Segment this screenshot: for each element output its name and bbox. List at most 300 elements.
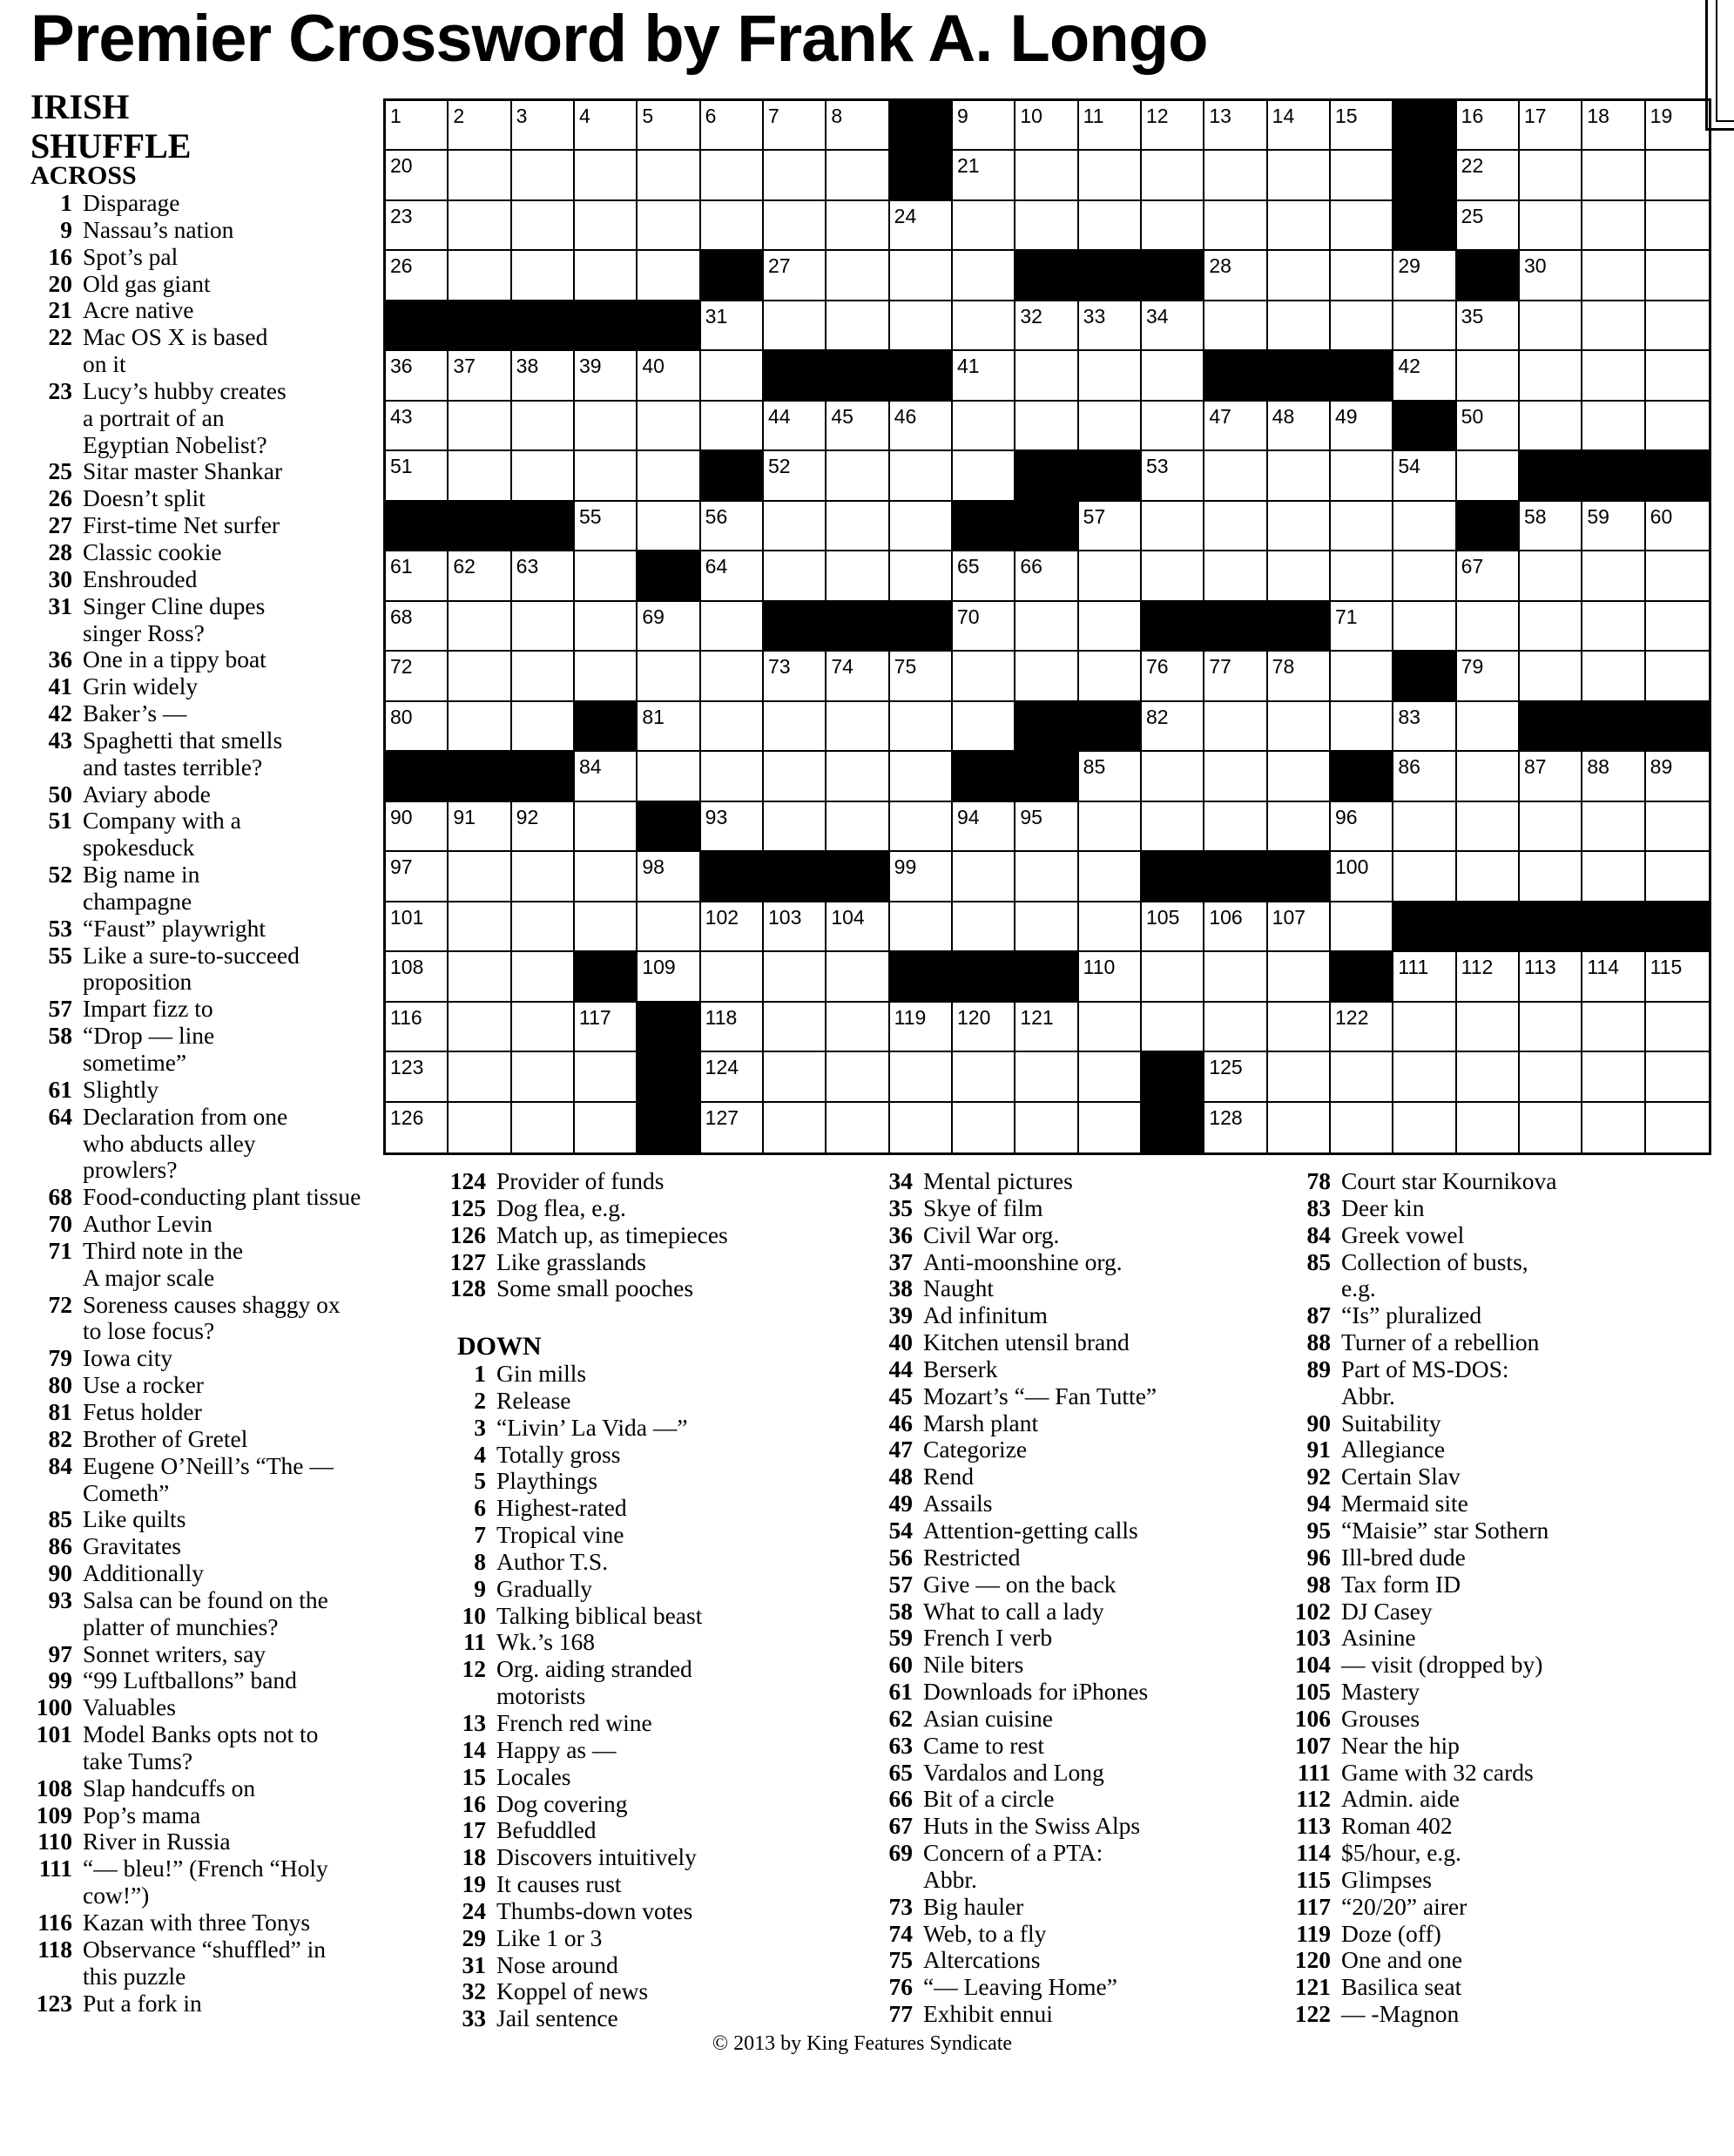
grid-cell[interactable] <box>449 101 511 151</box>
grid-cell[interactable] <box>1457 1003 1520 1052</box>
grid-cell[interactable] <box>1457 602 1520 652</box>
grid-cell[interactable] <box>638 902 700 952</box>
grid-cell[interactable] <box>953 101 1015 151</box>
grid-cell[interactable] <box>1142 351 1204 401</box>
grid-cell[interactable] <box>1393 351 1456 401</box>
grid-cell[interactable] <box>1520 351 1582 401</box>
grid-cell[interactable] <box>512 602 575 652</box>
grid-cell[interactable] <box>764 902 827 952</box>
grid-cell[interactable] <box>1015 602 1078 652</box>
grid-cell[interactable] <box>1646 251 1709 301</box>
grid-cell[interactable] <box>701 1052 764 1102</box>
grid-cell[interactable] <box>953 702 1015 752</box>
grid-cell[interactable] <box>1142 451 1204 501</box>
grid-cell[interactable] <box>1520 802 1582 852</box>
grid-cell[interactable] <box>827 551 889 601</box>
grid-cell[interactable] <box>1204 502 1267 551</box>
grid-cell[interactable] <box>449 702 511 752</box>
grid-cell[interactable] <box>953 802 1015 852</box>
grid-cell[interactable] <box>449 852 511 902</box>
grid-cell[interactable] <box>638 251 700 301</box>
grid-cell[interactable] <box>575 1103 638 1152</box>
grid-cell[interactable] <box>1520 752 1582 801</box>
grid-cell[interactable] <box>1457 301 1520 351</box>
grid-cell[interactable] <box>1204 402 1267 451</box>
grid-cell[interactable] <box>764 151 827 200</box>
grid-cell[interactable] <box>1079 802 1142 852</box>
grid-cell[interactable] <box>575 551 638 601</box>
grid-cell[interactable] <box>1015 852 1078 902</box>
grid-cell[interactable] <box>953 351 1015 401</box>
grid-cell[interactable] <box>512 151 575 200</box>
grid-cell[interactable] <box>1142 702 1204 752</box>
grid-cell[interactable] <box>1079 752 1142 801</box>
grid-cell[interactable] <box>1582 151 1645 200</box>
grid-cell[interactable] <box>1142 652 1204 701</box>
grid-cell[interactable] <box>701 551 764 601</box>
grid-cell[interactable] <box>449 902 511 952</box>
grid-cell[interactable] <box>1457 652 1520 701</box>
grid-cell[interactable] <box>1268 752 1331 801</box>
grid-cell[interactable] <box>701 902 764 952</box>
grid-cell[interactable] <box>827 402 889 451</box>
grid-cell[interactable] <box>512 251 575 301</box>
grid-cell[interactable] <box>890 402 953 451</box>
grid-cell[interactable] <box>1331 702 1393 752</box>
grid-cell[interactable] <box>449 652 511 701</box>
grid-cell[interactable] <box>764 201 827 251</box>
grid-cell[interactable] <box>890 301 953 351</box>
grid-cell[interactable] <box>449 201 511 251</box>
grid-cell[interactable] <box>953 1003 1015 1052</box>
grid-cell[interactable] <box>890 451 953 501</box>
grid-cell[interactable] <box>1457 852 1520 902</box>
grid-cell[interactable] <box>1331 502 1393 551</box>
grid-cell[interactable] <box>764 952 827 1002</box>
grid-cell[interactable] <box>827 702 889 752</box>
grid-cell[interactable] <box>1646 301 1709 351</box>
grid-cell[interactable] <box>827 301 889 351</box>
grid-cell[interactable] <box>1393 551 1456 601</box>
grid-cell[interactable] <box>1646 351 1709 401</box>
grid-cell[interactable] <box>449 551 511 601</box>
grid-cell[interactable] <box>638 952 700 1002</box>
grid-cell[interactable] <box>1457 752 1520 801</box>
grid-cell[interactable] <box>701 101 764 151</box>
grid-cell[interactable] <box>1520 301 1582 351</box>
grid-cell[interactable] <box>827 451 889 501</box>
grid-cell[interactable] <box>701 602 764 652</box>
grid-cell[interactable] <box>1457 402 1520 451</box>
grid-cell[interactable] <box>1457 702 1520 752</box>
grid-cell[interactable] <box>1646 1052 1709 1102</box>
grid-cell[interactable] <box>1520 1003 1582 1052</box>
grid-cell[interactable] <box>449 1103 511 1152</box>
grid-cell[interactable] <box>764 1103 827 1152</box>
grid-cell[interactable] <box>1520 551 1582 601</box>
grid-cell[interactable] <box>386 101 449 151</box>
grid-cell[interactable] <box>1204 1103 1267 1152</box>
grid-cell[interactable] <box>764 251 827 301</box>
grid-cell[interactable] <box>1457 351 1520 401</box>
grid-cell[interactable] <box>575 101 638 151</box>
grid-cell[interactable] <box>1015 402 1078 451</box>
grid-cell[interactable] <box>1204 1052 1267 1102</box>
grid-cell[interactable] <box>1582 752 1645 801</box>
grid-cell[interactable] <box>701 1003 764 1052</box>
grid-cell[interactable] <box>1015 351 1078 401</box>
grid-cell[interactable] <box>1457 551 1520 601</box>
grid-cell[interactable] <box>1268 301 1331 351</box>
grid-cell[interactable] <box>1331 852 1393 902</box>
grid-cell[interactable] <box>449 1003 511 1052</box>
grid-cell[interactable] <box>890 852 953 902</box>
grid-cell[interactable] <box>1393 451 1456 501</box>
grid-cell[interactable] <box>512 402 575 451</box>
grid-cell[interactable] <box>1079 602 1142 652</box>
grid-cell[interactable] <box>575 602 638 652</box>
grid-cell[interactable] <box>575 451 638 501</box>
grid-cell[interactable] <box>1646 802 1709 852</box>
grid-cell[interactable] <box>638 752 700 801</box>
grid-cell[interactable] <box>764 652 827 701</box>
grid-cell[interactable] <box>575 351 638 401</box>
grid-cell[interactable] <box>1142 802 1204 852</box>
grid-cell[interactable] <box>1204 952 1267 1002</box>
grid-cell[interactable] <box>827 1003 889 1052</box>
grid-cell[interactable] <box>827 502 889 551</box>
grid-cell[interactable] <box>512 802 575 852</box>
grid-cell[interactable] <box>1079 852 1142 902</box>
grid-cell[interactable] <box>764 451 827 501</box>
grid-cell[interactable] <box>1015 802 1078 852</box>
grid-cell[interactable] <box>512 852 575 902</box>
grid-cell[interactable] <box>701 702 764 752</box>
grid-cell[interactable] <box>575 151 638 200</box>
grid-cell[interactable] <box>1204 752 1267 801</box>
grid-cell[interactable] <box>1015 101 1078 151</box>
grid-cell[interactable] <box>1646 852 1709 902</box>
grid-cell[interactable] <box>764 1003 827 1052</box>
grid-cell[interactable] <box>890 702 953 752</box>
grid-cell[interactable] <box>1393 1003 1456 1052</box>
grid-cell[interactable] <box>1393 802 1456 852</box>
grid-cell[interactable] <box>1393 752 1456 801</box>
grid-cell[interactable] <box>1582 652 1645 701</box>
grid-cell[interactable] <box>512 551 575 601</box>
grid-cell[interactable] <box>953 151 1015 200</box>
grid-cell[interactable] <box>1079 402 1142 451</box>
grid-cell[interactable] <box>1582 1003 1645 1052</box>
grid-cell[interactable] <box>1142 151 1204 200</box>
grid-cell[interactable] <box>701 1103 764 1152</box>
grid-cell[interactable] <box>1142 502 1204 551</box>
grid-cell[interactable] <box>575 502 638 551</box>
grid-cell[interactable] <box>1582 201 1645 251</box>
grid-cell[interactable] <box>512 952 575 1002</box>
grid-cell[interactable] <box>575 1003 638 1052</box>
grid-cell[interactable] <box>1331 1103 1393 1152</box>
grid-cell[interactable] <box>1204 151 1267 200</box>
grid-cell[interactable] <box>1268 902 1331 952</box>
grid-cell[interactable] <box>1331 151 1393 200</box>
grid-cell[interactable] <box>1520 952 1582 1002</box>
grid-cell[interactable] <box>1142 101 1204 151</box>
grid-cell[interactable] <box>1582 602 1645 652</box>
grid-cell[interactable] <box>890 1052 953 1102</box>
grid-cell[interactable] <box>638 402 700 451</box>
grid-cell[interactable] <box>1520 1103 1582 1152</box>
grid-cell[interactable] <box>1646 201 1709 251</box>
grid-cell[interactable] <box>1079 652 1142 701</box>
grid-cell[interactable] <box>890 201 953 251</box>
grid-cell[interactable] <box>1079 502 1142 551</box>
grid-cell[interactable] <box>386 251 449 301</box>
grid-cell[interactable] <box>1331 201 1393 251</box>
grid-cell[interactable] <box>827 151 889 200</box>
grid-cell[interactable] <box>575 402 638 451</box>
grid-cell[interactable] <box>1393 301 1456 351</box>
grid-cell[interactable] <box>1015 301 1078 351</box>
grid-cell[interactable] <box>512 101 575 151</box>
grid-cell[interactable] <box>1079 351 1142 401</box>
grid-cell[interactable] <box>953 652 1015 701</box>
grid-cell[interactable] <box>1393 251 1456 301</box>
grid-cell[interactable] <box>1582 402 1645 451</box>
grid-cell[interactable] <box>1142 301 1204 351</box>
grid-cell[interactable] <box>1079 301 1142 351</box>
grid-cell[interactable] <box>1646 151 1709 200</box>
grid-cell[interactable] <box>449 251 511 301</box>
grid-cell[interactable] <box>701 301 764 351</box>
grid-cell[interactable] <box>386 852 449 902</box>
grid-cell[interactable] <box>386 652 449 701</box>
grid-cell[interactable] <box>1268 502 1331 551</box>
grid-cell[interactable] <box>827 251 889 301</box>
grid-cell[interactable] <box>827 752 889 801</box>
grid-cell[interactable] <box>575 852 638 902</box>
grid-cell[interactable] <box>449 602 511 652</box>
grid-cell[interactable] <box>512 1052 575 1102</box>
grid-cell[interactable] <box>1204 301 1267 351</box>
grid-cell[interactable] <box>953 551 1015 601</box>
grid-cell[interactable] <box>701 201 764 251</box>
grid-cell[interactable] <box>1457 1103 1520 1152</box>
grid-cell[interactable] <box>953 251 1015 301</box>
grid-cell[interactable] <box>1393 502 1456 551</box>
grid-cell[interactable] <box>1520 402 1582 451</box>
grid-cell[interactable] <box>1520 652 1582 701</box>
grid-cell[interactable] <box>701 351 764 401</box>
grid-cell[interactable] <box>1646 402 1709 451</box>
grid-cell[interactable] <box>1331 301 1393 351</box>
grid-cell[interactable] <box>1268 1052 1331 1102</box>
grid-cell[interactable] <box>1393 952 1456 1002</box>
grid-cell[interactable] <box>827 1103 889 1152</box>
grid-cell[interactable] <box>1015 1052 1078 1102</box>
grid-cell[interactable] <box>764 502 827 551</box>
grid-cell[interactable] <box>1646 952 1709 1002</box>
grid-cell[interactable] <box>1015 201 1078 251</box>
grid-cell[interactable] <box>638 702 700 752</box>
grid-cell[interactable] <box>1393 602 1456 652</box>
grid-cell[interactable] <box>1204 702 1267 752</box>
grid-cell[interactable] <box>1268 652 1331 701</box>
grid-cell[interactable] <box>1204 1003 1267 1052</box>
grid-cell[interactable] <box>1582 852 1645 902</box>
grid-cell[interactable] <box>1015 652 1078 701</box>
grid-cell[interactable] <box>890 652 953 701</box>
grid-cell[interactable] <box>1582 952 1645 1002</box>
grid-cell[interactable] <box>638 151 700 200</box>
grid-cell[interactable] <box>638 201 700 251</box>
grid-cell[interactable] <box>890 902 953 952</box>
grid-cell[interactable] <box>1393 1103 1456 1152</box>
grid-cell[interactable] <box>575 201 638 251</box>
grid-cell[interactable] <box>1331 451 1393 501</box>
grid-cell[interactable] <box>575 902 638 952</box>
grid-cell[interactable] <box>1457 952 1520 1002</box>
grid-cell[interactable] <box>512 652 575 701</box>
grid-cell[interactable] <box>1457 1052 1520 1102</box>
grid-cell[interactable] <box>1204 251 1267 301</box>
grid-cell[interactable] <box>764 702 827 752</box>
grid-cell[interactable] <box>1204 451 1267 501</box>
grid-cell[interactable] <box>1457 802 1520 852</box>
grid-cell[interactable] <box>701 402 764 451</box>
grid-cell[interactable] <box>1646 652 1709 701</box>
grid-cell[interactable] <box>827 201 889 251</box>
grid-cell[interactable] <box>1142 952 1204 1002</box>
grid-cell[interactable] <box>638 451 700 501</box>
grid-cell[interactable] <box>1079 952 1142 1002</box>
grid-cell[interactable] <box>827 1052 889 1102</box>
grid-cell[interactable] <box>1393 852 1456 902</box>
grid-cell[interactable] <box>449 802 511 852</box>
grid-cell[interactable] <box>1520 101 1582 151</box>
grid-cell[interactable] <box>701 752 764 801</box>
grid-cell[interactable] <box>1520 602 1582 652</box>
grid-cell[interactable] <box>1646 101 1709 151</box>
grid-cell[interactable] <box>386 451 449 501</box>
grid-cell[interactable] <box>1331 652 1393 701</box>
grid-cell[interactable] <box>1331 251 1393 301</box>
grid-cell[interactable] <box>764 1052 827 1102</box>
grid-cell[interactable] <box>1079 151 1142 200</box>
grid-cell[interactable] <box>575 251 638 301</box>
grid-cell[interactable] <box>953 852 1015 902</box>
grid-cell[interactable] <box>512 902 575 952</box>
grid-cell[interactable] <box>1582 1052 1645 1102</box>
grid-cell[interactable] <box>386 702 449 752</box>
grid-cell[interactable] <box>1582 101 1645 151</box>
grid-cell[interactable] <box>1582 551 1645 601</box>
grid-cell[interactable] <box>386 802 449 852</box>
grid-cell[interactable] <box>449 952 511 1002</box>
grid-cell[interactable] <box>386 1052 449 1102</box>
grid-cell[interactable] <box>449 451 511 501</box>
grid-cell[interactable] <box>1204 201 1267 251</box>
grid-cell[interactable] <box>1204 652 1267 701</box>
grid-cell[interactable] <box>386 551 449 601</box>
grid-cell[interactable] <box>764 101 827 151</box>
grid-cell[interactable] <box>953 1103 1015 1152</box>
grid-cell[interactable] <box>1646 752 1709 801</box>
grid-cell[interactable] <box>638 101 700 151</box>
grid-cell[interactable] <box>1268 551 1331 601</box>
grid-cell[interactable] <box>1015 902 1078 952</box>
grid-cell[interactable] <box>1582 802 1645 852</box>
grid-cell[interactable] <box>953 602 1015 652</box>
grid-cell[interactable] <box>1268 702 1331 752</box>
grid-cell[interactable] <box>1646 1003 1709 1052</box>
grid-cell[interactable] <box>1268 802 1331 852</box>
grid-cell[interactable] <box>1204 551 1267 601</box>
grid-cell[interactable] <box>1582 351 1645 401</box>
grid-cell[interactable] <box>1457 151 1520 200</box>
grid-cell[interactable] <box>1646 602 1709 652</box>
grid-cell[interactable] <box>386 902 449 952</box>
grid-cell[interactable] <box>1331 551 1393 601</box>
grid-cell[interactable] <box>512 451 575 501</box>
grid-cell[interactable] <box>1457 201 1520 251</box>
grid-cell[interactable] <box>890 251 953 301</box>
grid-cell[interactable] <box>764 802 827 852</box>
grid-cell[interactable] <box>1079 201 1142 251</box>
grid-cell[interactable] <box>512 1103 575 1152</box>
grid-cell[interactable] <box>1393 702 1456 752</box>
grid-cell[interactable] <box>512 201 575 251</box>
grid-cell[interactable] <box>638 602 700 652</box>
grid-cell[interactable] <box>701 652 764 701</box>
grid-cell[interactable] <box>1268 952 1331 1002</box>
grid-cell[interactable] <box>827 802 889 852</box>
grid-cell[interactable] <box>1520 151 1582 200</box>
grid-cell[interactable] <box>638 502 700 551</box>
grid-cell[interactable] <box>638 652 700 701</box>
grid-cell[interactable] <box>701 151 764 200</box>
grid-cell[interactable] <box>449 351 511 401</box>
grid-cell[interactable] <box>1079 1103 1142 1152</box>
grid-cell[interactable] <box>1331 602 1393 652</box>
grid-cell[interactable] <box>890 752 953 801</box>
grid-cell[interactable] <box>386 151 449 200</box>
grid-cell[interactable] <box>1268 1003 1331 1052</box>
grid-cell[interactable] <box>1268 101 1331 151</box>
grid-cell[interactable] <box>1582 1103 1645 1152</box>
grid-cell[interactable] <box>1204 902 1267 952</box>
grid-cell[interactable] <box>827 101 889 151</box>
grid-cell[interactable] <box>764 402 827 451</box>
grid-cell[interactable] <box>1268 402 1331 451</box>
grid-cell[interactable] <box>1268 451 1331 501</box>
grid-cell[interactable] <box>1520 251 1582 301</box>
grid-cell[interactable] <box>386 1003 449 1052</box>
grid-cell[interactable] <box>1520 201 1582 251</box>
grid-cell[interactable] <box>764 752 827 801</box>
grid-cell[interactable] <box>890 802 953 852</box>
grid-cell[interactable] <box>1079 1003 1142 1052</box>
grid-cell[interactable] <box>1646 1103 1709 1152</box>
grid-cell[interactable] <box>386 402 449 451</box>
grid-cell[interactable] <box>1015 1103 1078 1152</box>
grid-cell[interactable] <box>1142 551 1204 601</box>
grid-cell[interactable] <box>1142 752 1204 801</box>
grid-cell[interactable] <box>1582 301 1645 351</box>
grid-cell[interactable] <box>1079 1052 1142 1102</box>
grid-cell[interactable] <box>449 1052 511 1102</box>
grid-cell[interactable] <box>575 752 638 801</box>
